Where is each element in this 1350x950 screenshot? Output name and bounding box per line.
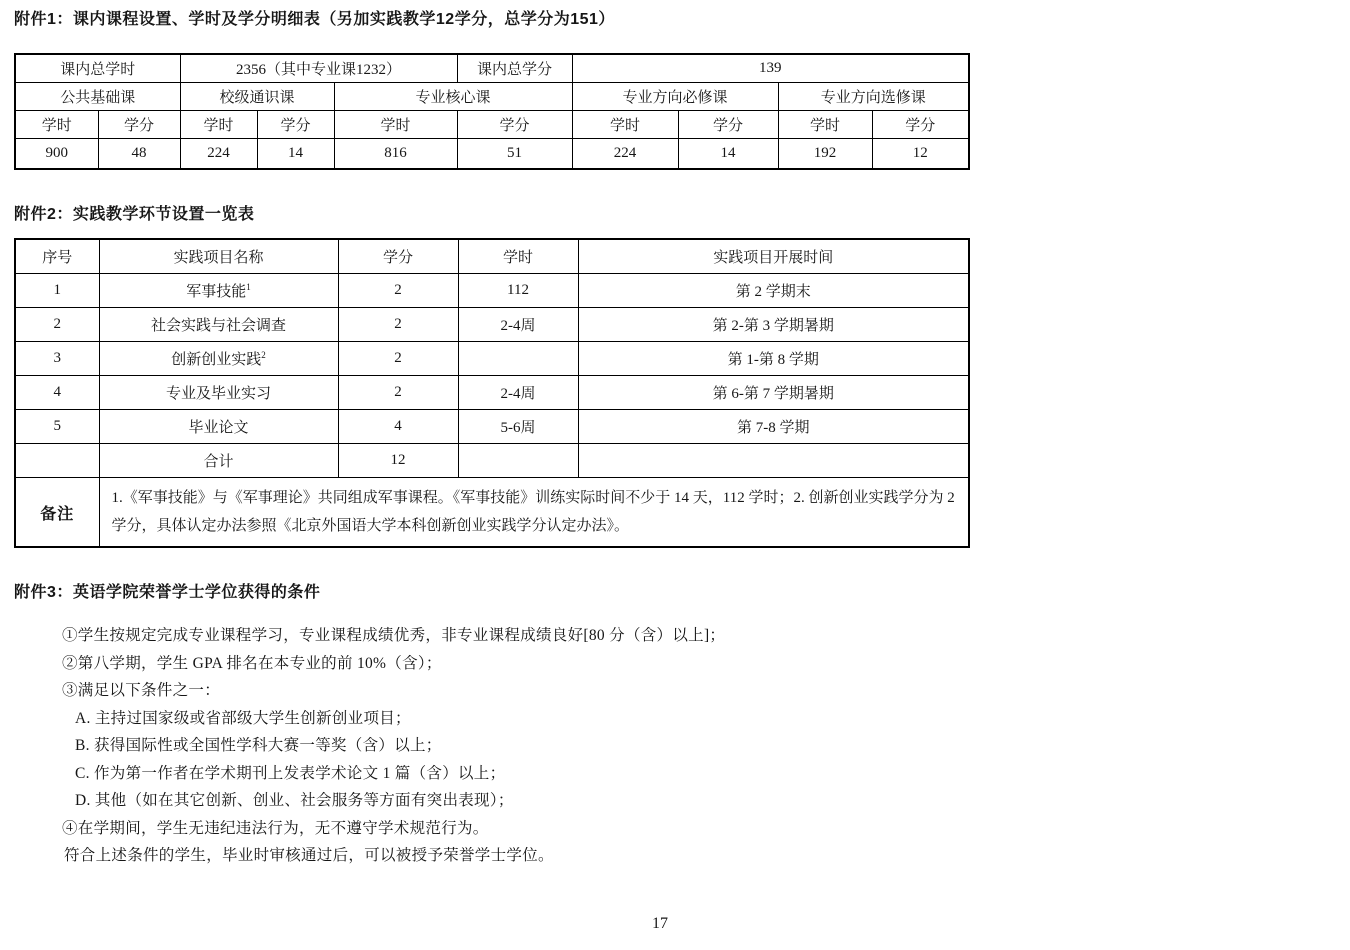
table-row	[15, 342, 969, 376]
unit-header: 学分	[678, 111, 778, 139]
conditions-list	[14, 622, 968, 870]
note-row	[15, 478, 969, 548]
attachment2-practice-table	[14, 238, 970, 548]
category-cell: 专业核心课	[334, 83, 572, 111]
note-label: 备注	[15, 478, 99, 548]
hours-cell: 2-4周	[458, 376, 578, 410]
condition-item: ③满足以下条件之一：	[62, 682, 221, 699]
practice-name-cell	[99, 410, 338, 444]
practice-name-cell	[99, 274, 338, 308]
attachment3-title: 附件3：英语学院荣誉学士学位获得的条件	[14, 584, 321, 601]
practice-name: 创新创业实践	[171, 352, 262, 368]
attachment2-title: 附件2：实践教学环节设置一览表	[14, 206, 255, 223]
row-no: 2	[15, 308, 99, 342]
category-cell: 公共基础课	[15, 83, 180, 111]
practice-name-cell	[99, 376, 338, 410]
table-row	[15, 274, 969, 308]
empty-cell	[578, 444, 969, 478]
time-cell: 第 7-8 学期	[578, 410, 969, 444]
unit-header: 学分	[257, 111, 334, 139]
total-row	[15, 444, 969, 478]
condition-subitem: D. 其他（如在其它创新、创业、社会服务等方面有突出表现）；	[75, 792, 514, 809]
category-cell: 专业方向必修课	[572, 83, 778, 111]
table-row	[15, 308, 969, 342]
credits-cell: 2	[338, 376, 458, 410]
practice-name: 专业及毕业实习	[165, 386, 271, 402]
footnote-marker: 2	[261, 350, 266, 360]
condition-item: ④在学期间，学生无违纪违法行为，无不遵守学术规范行为。	[62, 819, 489, 837]
practice-name-cell	[99, 308, 338, 342]
credits-cell: 2	[338, 274, 458, 308]
time-cell: 第 6-第 7 学期暑期	[578, 376, 969, 410]
unit-header: 学分	[98, 111, 180, 139]
value-cell: 51	[457, 139, 572, 170]
time-cell: 第 2 学期末	[578, 274, 969, 308]
page-number: 17	[652, 915, 668, 932]
row-no: 1	[15, 274, 99, 308]
total-label: 合计	[99, 444, 338, 478]
attachment1-title: 附件1：课内课程设置、学时及学分明细表（另加实践教学12学分，总学分为151）	[14, 11, 615, 28]
value-cell: 14	[257, 139, 334, 170]
category-cell: 校级通识课	[180, 83, 334, 111]
condition-item: ①学生按规定完成专业课程学习，专业课程成绩优秀，非专业课程成绩良好[80 分（含）以上]；	[62, 627, 726, 644]
table-row	[15, 139, 969, 170]
value-cell: 14	[678, 139, 778, 170]
time-cell: 第 1-第 8 学期	[578, 342, 969, 376]
row-no: 5	[15, 410, 99, 444]
hours-cell: 112	[458, 274, 578, 308]
condition-item: ②第八学期，学生 GPA 排名在本专业的前 10%（含）；	[62, 654, 442, 672]
value-cell: 224	[180, 139, 257, 170]
unit-header: 学时	[15, 111, 98, 139]
document-page	[14, 10, 968, 870]
column-header: 实践项目名称	[99, 239, 338, 274]
condition-subitem: C. 作为第一作者在学术期刊上发表学术论文 1 篇（含）以上；	[75, 764, 506, 782]
closing-statement: 符合上述条件的学生，毕业时审核通过后，可以被授予荣誉学士学位。	[64, 847, 554, 864]
practice-name: 军事技能	[186, 284, 247, 300]
table-row	[15, 376, 969, 410]
credits-cell: 2	[338, 342, 458, 376]
credits-cell: 2	[338, 308, 458, 342]
total-credits-label: 课内总学分	[457, 54, 572, 83]
hours-cell: 5-6周	[458, 410, 578, 444]
unit-header: 学时	[572, 111, 678, 139]
total-hours-value: 2356（其中专业课1232）	[180, 54, 457, 83]
total-credits-value: 139	[572, 54, 969, 83]
unit-header: 学分	[457, 111, 572, 139]
unit-header: 学时	[180, 111, 257, 139]
table-row	[15, 83, 969, 111]
hours-cell	[458, 342, 578, 376]
total-credits: 12	[338, 444, 458, 478]
unit-header: 学时	[778, 111, 872, 139]
credits-cell: 4	[338, 410, 458, 444]
footnote-marker: 1	[246, 282, 251, 292]
note-text: 1.《军事技能》与《军事理论》共同组成军事课程。《军事技能》训练实际时间不少于 14 天，112 学时；2. 创新创业实践学分为 2 学分，具体认定办法参照《北京外国语大学本科创新创业实践学分认定办法》。	[99, 478, 969, 548]
table-row	[15, 54, 969, 83]
value-cell: 224	[572, 139, 678, 170]
table-row	[15, 410, 969, 444]
attachment1-course-table	[14, 53, 970, 170]
value-cell: 816	[334, 139, 457, 170]
condition-subitem: B. 获得国际性或全国性学科大赛一等奖（含）以上；	[75, 737, 442, 754]
category-cell: 专业方向选修课	[778, 83, 969, 111]
empty-cell	[15, 444, 99, 478]
empty-cell	[458, 444, 578, 478]
hours-cell: 2-4周	[458, 308, 578, 342]
value-cell: 900	[15, 139, 98, 170]
column-header: 序号	[15, 239, 99, 274]
total-hours-label: 课内总学时	[15, 54, 180, 83]
value-cell: 48	[98, 139, 180, 170]
column-header: 实践项目开展时间	[578, 239, 969, 274]
condition-subitem: A. 主持过国家级或省部级大学生创新创业项目；	[75, 709, 411, 727]
column-header: 学分	[338, 239, 458, 274]
column-header: 学时	[458, 239, 578, 274]
table-header-row	[15, 239, 969, 274]
practice-name: 社会实践与社会调查	[150, 318, 286, 334]
value-cell: 192	[778, 139, 872, 170]
table-row	[15, 111, 969, 139]
time-cell: 第 2-第 3 学期暑期	[578, 308, 969, 342]
row-no: 4	[15, 376, 99, 410]
practice-name-cell	[99, 342, 338, 376]
unit-header: 学分	[872, 111, 969, 139]
row-no: 3	[15, 342, 99, 376]
practice-name: 毕业论文	[188, 420, 249, 436]
unit-header: 学时	[334, 111, 457, 139]
value-cell: 12	[872, 139, 969, 170]
